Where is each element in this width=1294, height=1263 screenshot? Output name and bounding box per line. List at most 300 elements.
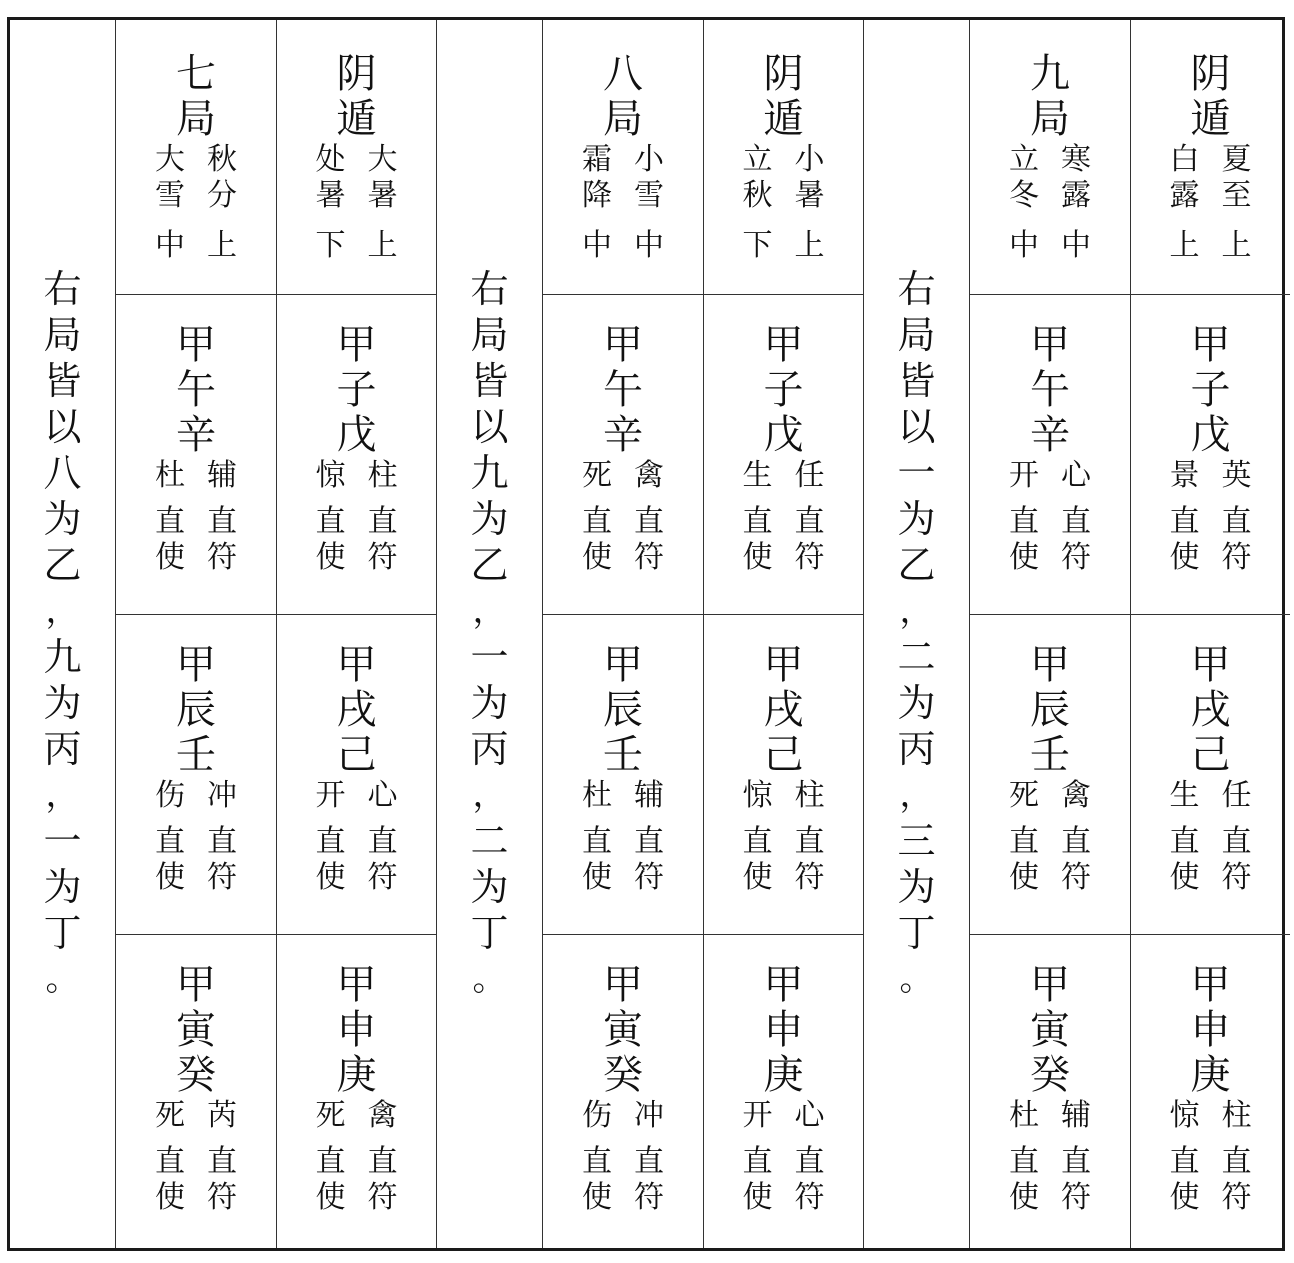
zhifu-char: 符: [367, 860, 398, 895]
yuan-left: 中: [155, 228, 185, 263]
zhifu-char: 符: [207, 1180, 237, 1215]
zhifu-char: 直: [1221, 504, 1252, 539]
zhishi-char: 直: [1169, 1144, 1200, 1179]
stem-char: 甲: [603, 642, 643, 688]
side-note-char: ，: [472, 591, 507, 631]
side-note-char: 局: [43, 313, 82, 357]
zhifu-char: 直: [207, 1144, 237, 1179]
door-name: 惊: [742, 778, 773, 813]
role-row: [1169, 860, 1253, 896]
stem-char: 壬: [176, 732, 216, 778]
side-note-char: 一: [897, 451, 936, 495]
ju-title-char: 阴: [763, 51, 804, 97]
yuan-left: 下: [315, 228, 346, 263]
side-note-char: 皆: [470, 359, 509, 403]
stem-char: 壬: [1030, 732, 1070, 778]
star-name: 心: [367, 778, 398, 813]
role-row: [1169, 824, 1253, 860]
side-note-char: 为: [43, 865, 82, 909]
zhifu-char: 符: [207, 540, 237, 575]
side-note-char: 。: [899, 959, 934, 999]
role-row: [1008, 1144, 1092, 1180]
star-name: 心: [794, 1098, 825, 1133]
side-note-char: 为: [897, 497, 936, 541]
star-name: 柱: [1221, 1098, 1252, 1133]
solar-term-left-char: 秋: [742, 178, 773, 213]
zhifu-char: 符: [794, 860, 825, 895]
door-star-row: [1169, 778, 1253, 814]
stem-char: 壬: [603, 732, 643, 778]
door-name: 开: [1009, 458, 1039, 493]
yuan-row: [1169, 228, 1253, 264]
zhishi-char: 使: [582, 860, 612, 895]
stem-cell: [1131, 934, 1290, 1248]
side-note: [864, 20, 970, 1248]
role-row: [1008, 540, 1092, 576]
door-name: 死: [155, 1098, 185, 1133]
zhishi-char: 使: [1169, 860, 1200, 895]
door-name: 开: [742, 1098, 773, 1133]
stem-char: 庚: [1190, 1052, 1231, 1098]
zhifu-char: 符: [1221, 540, 1252, 575]
side-note-char: 右: [470, 267, 509, 311]
role-row: [581, 540, 665, 576]
star-name: 柱: [367, 458, 398, 493]
header-cell: [543, 20, 703, 294]
role-row: [1169, 1180, 1253, 1216]
door-star-row: [581, 1098, 665, 1134]
stem-cell: [277, 614, 436, 934]
zhishi-char: 使: [1009, 860, 1039, 895]
stem-char: 甲: [1190, 322, 1231, 368]
zhifu-char: 直: [367, 824, 398, 859]
stem-char: 甲: [336, 322, 377, 368]
side-note-char: 。: [472, 959, 507, 999]
header-cell: [277, 20, 436, 294]
header-cell: [116, 20, 276, 294]
solar-term-row: [315, 178, 399, 214]
zhishi-char: 直: [315, 1144, 346, 1179]
side-note-char: 二: [897, 635, 936, 679]
zhifu-char: 直: [207, 824, 237, 859]
door-name: 杜: [155, 458, 185, 493]
door-star-row: [1169, 458, 1253, 494]
solar-term-row: [315, 142, 399, 178]
side-note-char: 以: [897, 405, 936, 449]
role-row: [581, 860, 665, 896]
stem-char: 甲: [1190, 962, 1231, 1008]
star-name: 任: [1221, 778, 1252, 813]
stem-cell: [1131, 614, 1290, 934]
solar-term-row: [154, 142, 238, 178]
stem-char: 戊: [336, 412, 377, 458]
zhishi-char: 直: [155, 824, 185, 859]
zhifu-char: 直: [634, 1144, 664, 1179]
yuan-left: 中: [582, 228, 612, 263]
table-column: [970, 20, 1130, 1248]
ju-title-char: 遁: [1190, 96, 1231, 142]
side-note-char: 三: [897, 819, 936, 863]
zhifu-char: 直: [1061, 504, 1091, 539]
solar-term-right-char: 暑: [794, 178, 825, 213]
zhifu-char: 直: [367, 504, 398, 539]
zhifu-char: 符: [634, 1180, 664, 1215]
zhishi-char: 使: [155, 860, 185, 895]
stem-char: 辛: [603, 412, 643, 458]
stem-char: 癸: [603, 1052, 643, 1098]
zhishi-char: 使: [315, 1180, 346, 1215]
stem-char: 子: [336, 367, 377, 413]
zhishi-char: 直: [155, 1144, 185, 1179]
stem-cell: [704, 934, 863, 1248]
header-cell: [1131, 20, 1290, 294]
zhifu-char: 直: [794, 1144, 825, 1179]
stem-char: 辰: [1030, 687, 1070, 733]
solar-term-row: [1008, 142, 1092, 178]
zhifu-char: 符: [1061, 860, 1091, 895]
star-name: 禽: [367, 1098, 398, 1133]
zhishi-char: 使: [742, 860, 773, 895]
zhishi-char: 使: [1009, 1180, 1039, 1215]
door-star-row: [1169, 1098, 1253, 1134]
zhifu-char: 直: [794, 824, 825, 859]
stem-cell: [704, 294, 863, 614]
role-row: [581, 1180, 665, 1216]
side-note-char: ，: [472, 775, 507, 815]
zhifu-char: 符: [1221, 860, 1252, 895]
zhifu-char: 直: [1061, 1144, 1091, 1179]
zhifu-char: 符: [1221, 1180, 1252, 1215]
solar-term-row: [742, 142, 826, 178]
zhishi-char: 直: [742, 1144, 773, 1179]
side-note-char: 丙: [43, 727, 82, 771]
role-row: [742, 504, 826, 540]
stem-char: 子: [1190, 367, 1231, 413]
door-name: 伤: [582, 1098, 612, 1133]
zhifu-char: 直: [1061, 824, 1091, 859]
solar-term-left-char: 立: [742, 142, 773, 177]
door-name: 惊: [1169, 1098, 1200, 1133]
door-star-row: [581, 778, 665, 814]
side-note-char: ，: [45, 775, 80, 815]
stem-char: 甲: [603, 322, 643, 368]
qimen-table: [7, 17, 1285, 1251]
solar-term-row: [581, 142, 665, 178]
stem-char: 甲: [763, 962, 804, 1008]
stem-char: 己: [1190, 732, 1231, 778]
zhifu-char: 符: [1061, 540, 1091, 575]
stem-char: 寅: [1030, 1007, 1070, 1053]
zhishi-char: 直: [1009, 504, 1039, 539]
side-note-char: 局: [897, 313, 936, 357]
stem-char: 午: [603, 367, 643, 413]
role-row: [154, 504, 238, 540]
stem-cell: [543, 934, 703, 1248]
side-note-char: 为: [470, 865, 509, 909]
stem-cell: [543, 614, 703, 934]
ju-title-char: 局: [176, 96, 216, 142]
door-name: 杜: [1009, 1098, 1039, 1133]
zhishi-char: 直: [582, 1144, 612, 1179]
stem-char: 申: [1190, 1007, 1231, 1053]
yuan-right: 上: [794, 228, 825, 263]
side-note-char: ，: [45, 591, 80, 631]
solar-term-left-char: 处: [315, 142, 346, 177]
stem-char: 甲: [763, 322, 804, 368]
star-name: 英: [1221, 458, 1252, 493]
door-star-row: [1008, 778, 1092, 814]
role-row: [1169, 540, 1253, 576]
ju-title-char: 遁: [336, 96, 377, 142]
stem-char: 庚: [336, 1052, 377, 1098]
side-note-char: 为: [470, 497, 509, 541]
side-note-char: 乙: [470, 543, 509, 587]
stem-char: 辰: [176, 687, 216, 733]
door-name: 开: [315, 778, 346, 813]
header-cell: [970, 20, 1130, 294]
door-star-row: [154, 458, 238, 494]
solar-term-left-char: 雪: [155, 178, 185, 213]
stem-char: 戊: [1190, 412, 1231, 458]
stem-cell: [543, 294, 703, 614]
door-star-row: [742, 778, 826, 814]
role-row: [315, 860, 399, 896]
stem-char: 甲: [176, 962, 216, 1008]
star-name: 任: [794, 458, 825, 493]
star-name: 冲: [207, 778, 237, 813]
side-note-char: 局: [470, 313, 509, 357]
zhishi-char: 使: [582, 1180, 612, 1215]
door-name: 生: [742, 458, 773, 493]
side-note-char: 一: [470, 635, 509, 679]
table-group: [10, 20, 436, 1248]
zhishi-char: 直: [582, 824, 612, 859]
stem-cell: [116, 614, 276, 934]
ju-title-char: 九: [1030, 51, 1070, 97]
zhifu-char: 直: [1221, 824, 1252, 859]
stem-char: 申: [763, 1007, 804, 1053]
table-column: [703, 20, 863, 1248]
yuan-right: 上: [207, 228, 237, 263]
zhifu-char: 符: [794, 540, 825, 575]
stem-char: 庚: [763, 1052, 804, 1098]
stem-char: 寅: [603, 1007, 643, 1053]
stem-char: 戌: [763, 687, 804, 733]
yuan-row: [742, 228, 826, 264]
role-row: [315, 1180, 399, 1216]
yuan-right: 上: [367, 228, 398, 263]
solar-term-right-char: 小: [794, 142, 825, 177]
door-name: 惊: [315, 458, 346, 493]
ju-title-char: 局: [1030, 96, 1070, 142]
zhishi-char: 使: [155, 540, 185, 575]
side-note-char: 乙: [43, 543, 82, 587]
solar-term-left-char: 大: [155, 142, 185, 177]
zhishi-char: 直: [742, 504, 773, 539]
solar-term-left-char: 白: [1169, 142, 1200, 177]
door-star-row: [742, 458, 826, 494]
door-star-row: [315, 778, 399, 814]
table-column: [116, 20, 276, 1248]
door-name: 生: [1169, 778, 1200, 813]
zhifu-char: 直: [207, 504, 237, 539]
role-row: [315, 540, 399, 576]
ju-title-char: 局: [603, 96, 643, 142]
stem-cell: [970, 614, 1130, 934]
door-star-row: [1008, 458, 1092, 494]
solar-term-left-char: 立: [1009, 142, 1039, 177]
side-note-char: 右: [43, 267, 82, 311]
stem-char: 甲: [1030, 642, 1070, 688]
yuan-right: 上: [1221, 228, 1252, 263]
side-note-char: 。: [45, 959, 80, 999]
role-row: [315, 824, 399, 860]
zhifu-char: 符: [367, 1180, 398, 1215]
solar-term-left-char: 霜: [582, 142, 612, 177]
side-note-char: 二: [470, 819, 509, 863]
zhishi-char: 直: [315, 824, 346, 859]
zhifu-char: 直: [367, 1144, 398, 1179]
zhishi-char: 使: [1009, 540, 1039, 575]
star-name: 禽: [1061, 778, 1091, 813]
role-row: [154, 540, 238, 576]
stem-cell: [277, 934, 436, 1248]
yuan-right: 中: [634, 228, 664, 263]
side-note-char: 为: [470, 681, 509, 725]
stem-char: 甲: [1030, 322, 1070, 368]
stem-char: 午: [1030, 367, 1070, 413]
solar-term-row: [742, 178, 826, 214]
solar-term-row: [1008, 178, 1092, 214]
stem-cell: [1131, 294, 1290, 614]
zhifu-char: 符: [1061, 1180, 1091, 1215]
door-star-row: [1008, 1098, 1092, 1134]
zhifu-char: 直: [634, 504, 664, 539]
solar-term-right-char: 至: [1221, 178, 1252, 213]
yuan-left: 下: [742, 228, 773, 263]
stem-cell: [970, 294, 1130, 614]
door-star-row: [154, 1098, 238, 1134]
ju-title-char: 阴: [1190, 51, 1231, 97]
stem-cell: [970, 934, 1130, 1248]
role-row: [315, 504, 399, 540]
role-row: [1169, 504, 1253, 540]
solar-term-row: [154, 178, 238, 214]
zhifu-char: 符: [634, 860, 664, 895]
side-note-char: 丁: [470, 911, 509, 955]
side-note-char: 以: [470, 405, 509, 449]
star-name: 禽: [634, 458, 664, 493]
zhishi-char: 直: [742, 824, 773, 859]
zhifu-char: 直: [1221, 1144, 1252, 1179]
star-name: 冲: [634, 1098, 664, 1133]
side-note: [437, 20, 543, 1248]
yuan-row: [315, 228, 399, 264]
door-star-row: [315, 1098, 399, 1134]
role-row: [742, 824, 826, 860]
zhishi-char: 使: [315, 540, 346, 575]
column-set: [116, 20, 436, 1248]
stem-char: 甲: [176, 642, 216, 688]
ju-title-char: 八: [603, 51, 643, 97]
solar-term-right-char: 暑: [367, 178, 398, 213]
side-note-char: 以: [43, 405, 82, 449]
stem-char: 辛: [1030, 412, 1070, 458]
zhishi-char: 直: [1169, 504, 1200, 539]
side-note-char: 为: [43, 497, 82, 541]
yuan-row: [154, 228, 238, 264]
stem-char: 戌: [1190, 687, 1231, 733]
role-row: [1169, 1144, 1253, 1180]
door-star-row: [315, 458, 399, 494]
zhishi-char: 使: [155, 1180, 185, 1215]
side-note-char: 一: [43, 819, 82, 863]
zhishi-char: 使: [1169, 540, 1200, 575]
side-note-char: ，: [899, 775, 934, 815]
solar-term-right-char: 雪: [634, 178, 664, 213]
side-note-char: 丁: [897, 911, 936, 955]
stem-char: 癸: [1030, 1052, 1070, 1098]
ju-title-char: 阴: [336, 51, 377, 97]
star-name: 芮: [207, 1098, 237, 1133]
stem-char: 子: [763, 367, 804, 413]
star-name: 辅: [1061, 1098, 1091, 1133]
header-cell: [704, 20, 863, 294]
solar-term-left-char: 降: [582, 178, 612, 213]
side-note-char: 乙: [897, 543, 936, 587]
role-row: [742, 1180, 826, 1216]
yuan-left: 中: [1009, 228, 1039, 263]
zhishi-char: 直: [582, 504, 612, 539]
ju-title-char: 七: [176, 51, 216, 97]
star-name: 心: [1061, 458, 1091, 493]
role-row: [581, 824, 665, 860]
side-note: [10, 20, 116, 1248]
ju-title-char: 遁: [763, 96, 804, 142]
role-row: [742, 1144, 826, 1180]
yuan-left: 上: [1169, 228, 1200, 263]
role-row: [154, 860, 238, 896]
solar-term-left-char: 冬: [1009, 178, 1039, 213]
side-note-char: 为: [897, 865, 936, 909]
side-note-char: 皆: [43, 359, 82, 403]
solar-term-right-char: 露: [1061, 178, 1091, 213]
table-column: [1130, 20, 1290, 1248]
stem-char: 甲: [176, 322, 216, 368]
role-row: [742, 860, 826, 896]
side-note-char: 八: [43, 451, 82, 495]
door-star-row: [154, 778, 238, 814]
stem-cell: [116, 294, 276, 614]
door-name: 景: [1169, 458, 1200, 493]
table-column: [543, 20, 703, 1248]
stem-char: 甲: [336, 642, 377, 688]
stem-char: 甲: [603, 962, 643, 1008]
zhishi-char: 使: [742, 1180, 773, 1215]
stem-char: 甲: [1190, 642, 1231, 688]
solar-term-right-char: 小: [634, 142, 664, 177]
role-row: [315, 1144, 399, 1180]
zhifu-char: 直: [634, 824, 664, 859]
solar-term-row: [1169, 142, 1253, 178]
column-set: [970, 20, 1290, 1248]
role-row: [1008, 824, 1092, 860]
column-set: [543, 20, 863, 1248]
zhifu-char: 符: [634, 540, 664, 575]
door-star-row: [581, 458, 665, 494]
role-row: [1008, 1180, 1092, 1216]
solar-term-row: [581, 178, 665, 214]
